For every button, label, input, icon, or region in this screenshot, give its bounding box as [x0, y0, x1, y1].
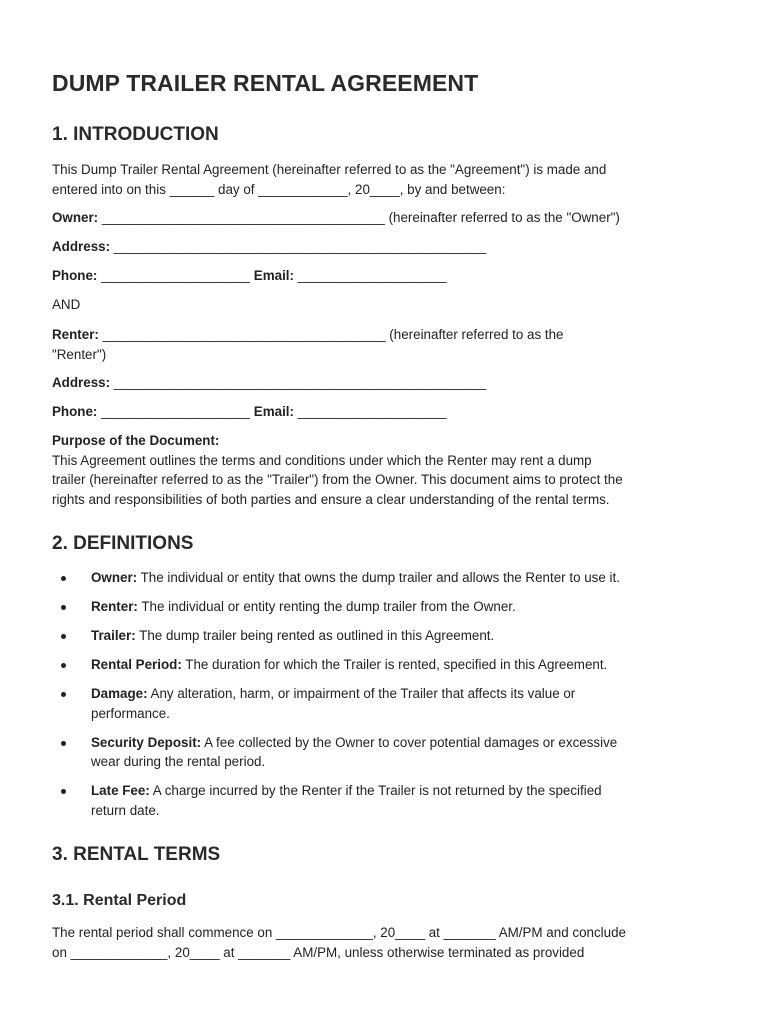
definition-item: [52, 684, 730, 723]
owner-address-label: Address:: [52, 239, 111, 254]
purpose-line: trailer (hereinafter referred to as the "Trailer") from the Owner. This document aims to protect the: [52, 472, 623, 487]
owner-label: Owner:: [52, 210, 99, 225]
definition-text: Any alteration, harm, or impairment of the Trailer that affects its value or: [147, 686, 576, 701]
definition-text: The individual or entity renting the dump trailer from the Owner.: [137, 599, 516, 614]
renter-line-continued: "Renter"): [52, 346, 107, 362]
definition-item: [52, 597, 730, 617]
owner-email-label: Email:: [253, 268, 294, 283]
owner-phone-field[interactable]: ____________________: [97, 268, 254, 283]
renter-address-field[interactable]: __________________________________________________: [110, 375, 487, 390]
and-separator: AND: [52, 297, 81, 312]
definition-text: performance.: [91, 705, 170, 721]
owner-email-field[interactable]: ____________________: [293, 268, 447, 283]
bullet-icon: [61, 663, 66, 668]
rental-period-line: on _____________, 20____ at _______ AM/PM, unless otherwise terminated as provided: [52, 944, 585, 960]
bullet-icon: [61, 605, 66, 610]
definition-term: Trailer:: [91, 628, 136, 643]
definition-text: The individual or entity that owns the dump trailer and allows the Renter to use it.: [137, 570, 620, 585]
definition-item: [52, 655, 730, 675]
renter-contact-line: [52, 402, 730, 422]
owner-address-line: [52, 237, 730, 257]
definitions-list: [52, 568, 730, 830]
intro-line: entered into on this ______ day of ____________, 20____, by and between:: [52, 181, 506, 197]
intro-heading: 1. INTRODUCTION: [52, 124, 219, 145]
definition-term: Security Deposit:: [91, 734, 202, 750]
intro-line: This Dump Trailer Rental Agreement (hereinafter referred to as the "Agreement") is made and: [52, 162, 607, 177]
definition-term: Rental Period:: [91, 657, 182, 672]
renter-address-line: [52, 373, 730, 393]
definition-term: Late Fee:: [91, 783, 150, 798]
owner-line: [52, 208, 730, 228]
purpose-line: This Agreement outlines the terms and conditions under which the Renter may rent a dump: [52, 452, 592, 468]
definition-term: Renter:: [91, 599, 138, 614]
owner-contact-line: [52, 266, 730, 286]
bullet-icon: [61, 692, 66, 697]
renter-email-field[interactable]: ____________________: [293, 404, 447, 419]
bullet-icon: [61, 789, 66, 794]
renter-email-label: Email:: [253, 404, 294, 419]
definition-text: The dump trailer being rented as outlined in this Agreement.: [135, 628, 495, 643]
definition-text: A charge incurred by the Renter if the Trailer is not returned by the specified: [149, 783, 602, 798]
definition-text: return date.: [91, 802, 160, 818]
bullet-icon: [61, 576, 66, 581]
purpose-heading: Purpose of the Document:: [52, 433, 220, 448]
definition-item: [52, 781, 730, 820]
definition-term: Owner:: [91, 570, 138, 585]
bullet-icon: [61, 741, 66, 746]
intro-paragraph: [52, 160, 730, 199]
rental-period-paragraph: [52, 923, 730, 962]
bullet-icon: [61, 634, 66, 639]
purpose-line: rights and responsibilities of both parties and ensure a clear understanding of the rental terms.: [52, 491, 610, 507]
definition-item: [52, 626, 730, 646]
definition-text: A fee collected by the Owner to cover potential damages or excessive: [201, 734, 618, 750]
definition-text: The duration for which the Trailer is rented, specified in this Agreement.: [181, 657, 608, 672]
renter-field[interactable]: ______________________________________ (hereinafter referred to as the: [98, 327, 564, 342]
renter-block: [52, 325, 730, 364]
renter-address-label: Address:: [52, 375, 111, 390]
rental-terms-heading: 3. RENTAL TERMS: [52, 844, 221, 865]
owner-address-field[interactable]: __________________________________________________: [110, 239, 487, 254]
rental-period-line: The rental period shall commence on _____________, 20____ at _______ AM/PM and conclude: [52, 925, 626, 940]
definition-text: wear during the rental period.: [91, 754, 266, 769]
renter-phone-field[interactable]: ____________________: [97, 404, 254, 419]
rental-period-heading: 3.1. Rental Period: [52, 892, 187, 909]
owner-phone-label: Phone:: [52, 268, 98, 283]
definition-term: Damage:: [91, 686, 148, 701]
definitions-heading: 2. DEFINITIONS: [52, 533, 194, 554]
owner-field[interactable]: ______________________________________ (hereinafter referred to as the "Owner"): [98, 210, 620, 225]
purpose-block: [52, 431, 730, 509]
renter-line: [52, 325, 730, 345]
renter-phone-label: Phone:: [52, 404, 98, 419]
definition-item: [52, 733, 730, 772]
definition-item: [52, 568, 730, 588]
document-title: DUMP TRAILER RENTAL AGREEMENT: [52, 70, 479, 96]
renter-label: Renter:: [52, 327, 99, 342]
